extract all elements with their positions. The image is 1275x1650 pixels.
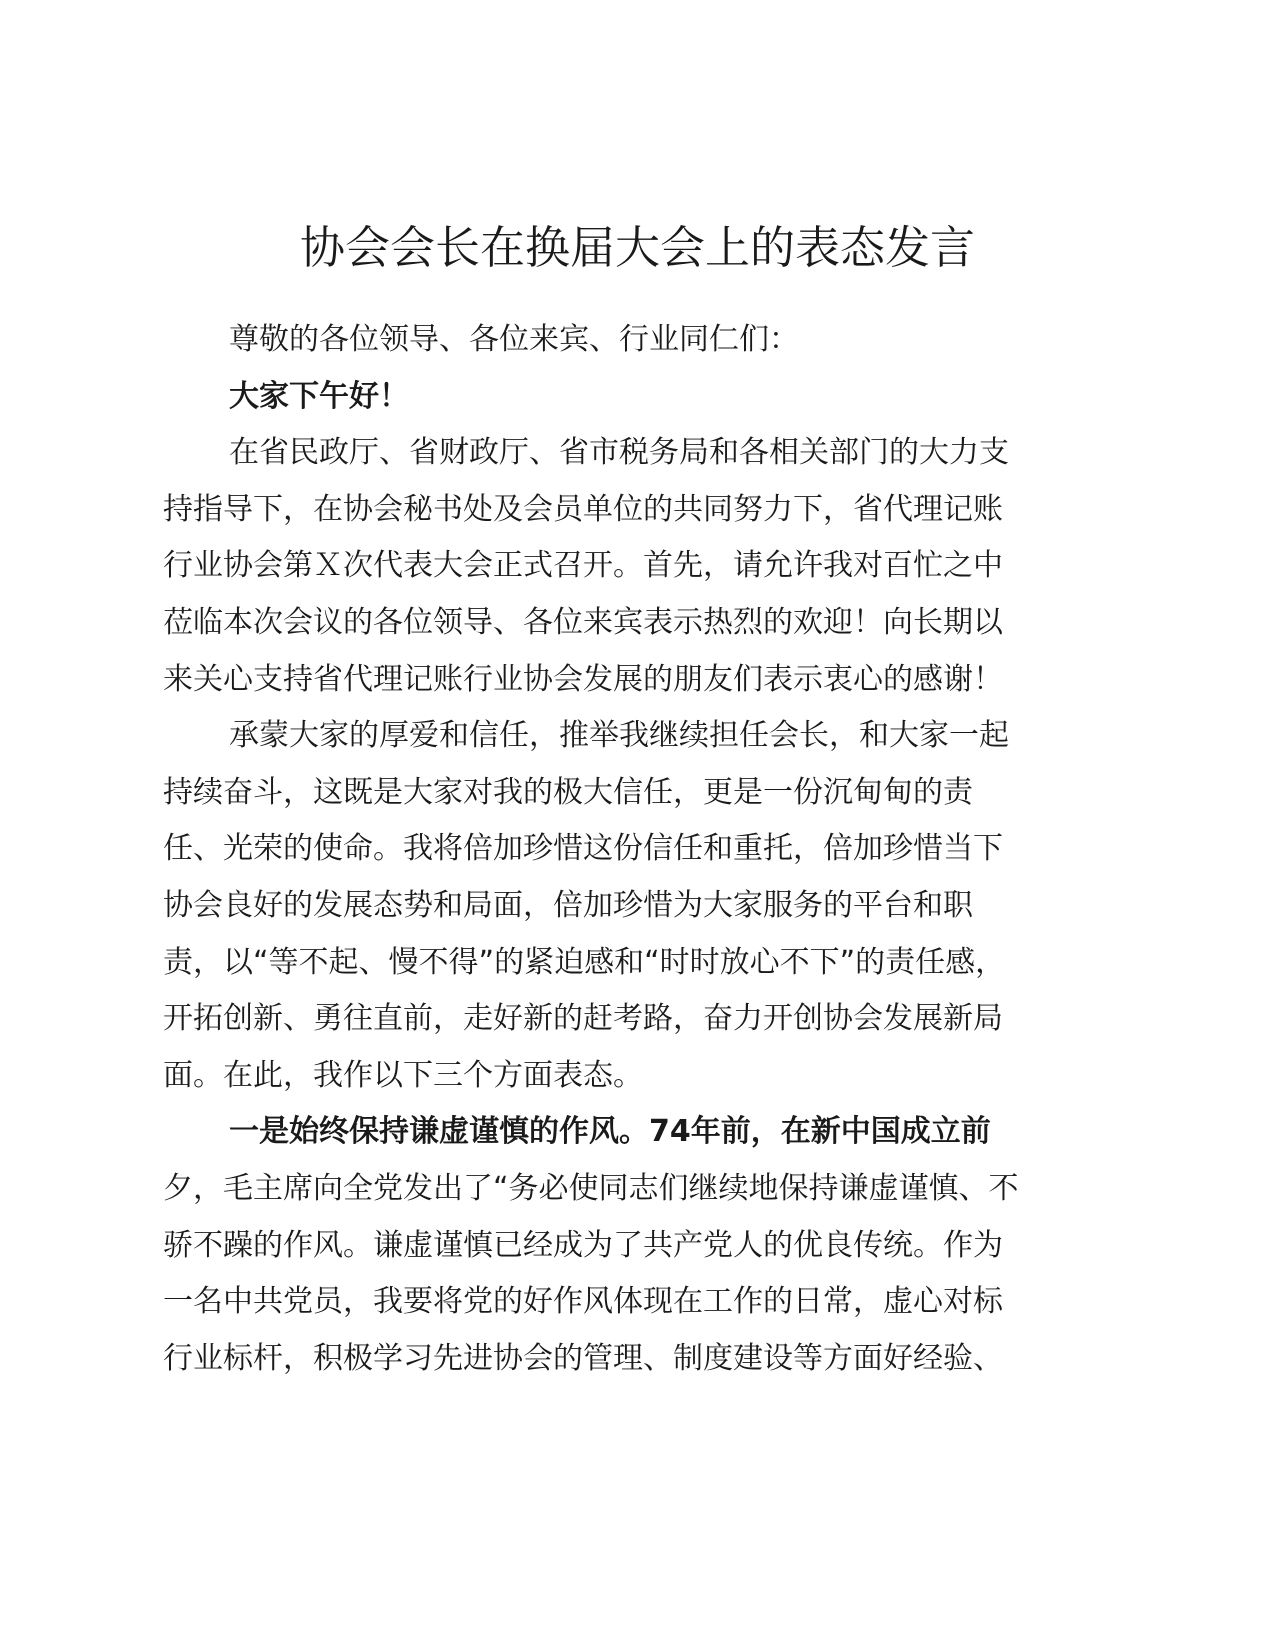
body-line: 骄不躁的作风。谦虚谨慎已经成为了共产党人的优良传统。作为 bbox=[163, 1227, 1003, 1263]
body-line: 一是始终保持谦虚谨慎的作风。74年前，在新中国成立前 bbox=[229, 1114, 991, 1150]
document-body bbox=[163, 312, 1103, 1387]
body-line: 持续奋斗，这既是大家对我的极大信任，更是一份沉甸甸的责 bbox=[163, 774, 973, 810]
body-line: 任、光荣的使命。我将倍加珍惜这份信任和重托，倍加珍惜当下 bbox=[163, 831, 1003, 867]
body-line: 来关心支持省代理记账行业协会发展的朋友们表示衷心的感谢！ bbox=[163, 661, 1003, 697]
body-line: 尊敬的各位领导、各位来宾、行业同仁们： bbox=[229, 322, 799, 357]
body-line: 面。在此，我作以下三个方面表态。 bbox=[163, 1057, 643, 1093]
body-line: 承蒙大家的厚爱和信任，推举我继续担任会长，和大家一起 bbox=[229, 718, 1009, 754]
body-line: 夕，毛主席向全党发出了“务必使同志们继续地保持谦虚谨慎、不 bbox=[163, 1170, 1019, 1206]
body-line: 大家下午好！ bbox=[229, 378, 409, 414]
body-line: 开拓创新、勇往直前，走好新的赶考路，奋力开创协会发展新局 bbox=[163, 1001, 1003, 1037]
body-line: 莅临本次会议的各位领导、各位来宾表示热烈的欢迎！向长期以 bbox=[163, 604, 1003, 640]
body-line: 行业协会第Ｘ次代表大会正式召开。首先，请允许我对百忙之中 bbox=[163, 548, 1003, 584]
body-line: 协会良好的发展态势和局面，倍加珍惜为大家服务的平台和职 bbox=[163, 887, 973, 923]
document-title: 协会会长在换届大会上的表态发言 bbox=[299, 221, 975, 274]
body-line: 在省民政厅、省财政厅、省市税务局和各相关部门的大力支 bbox=[229, 435, 1009, 471]
body-line: 一名中共党员，我要将党的好作风体现在工作的日常，虚心对标 bbox=[163, 1284, 1003, 1320]
body-line: 持指导下，在协会秘书处及会员单位的共同努力下，省代理记账 bbox=[163, 491, 1003, 527]
body-line: 责，以“等不起、慢不得”的紧迫感和“时时放心不下”的责任感， bbox=[163, 944, 1006, 980]
body-line: 行业标杆，积极学习先进协会的管理、制度建设等方面好经验、 bbox=[163, 1340, 1003, 1376]
